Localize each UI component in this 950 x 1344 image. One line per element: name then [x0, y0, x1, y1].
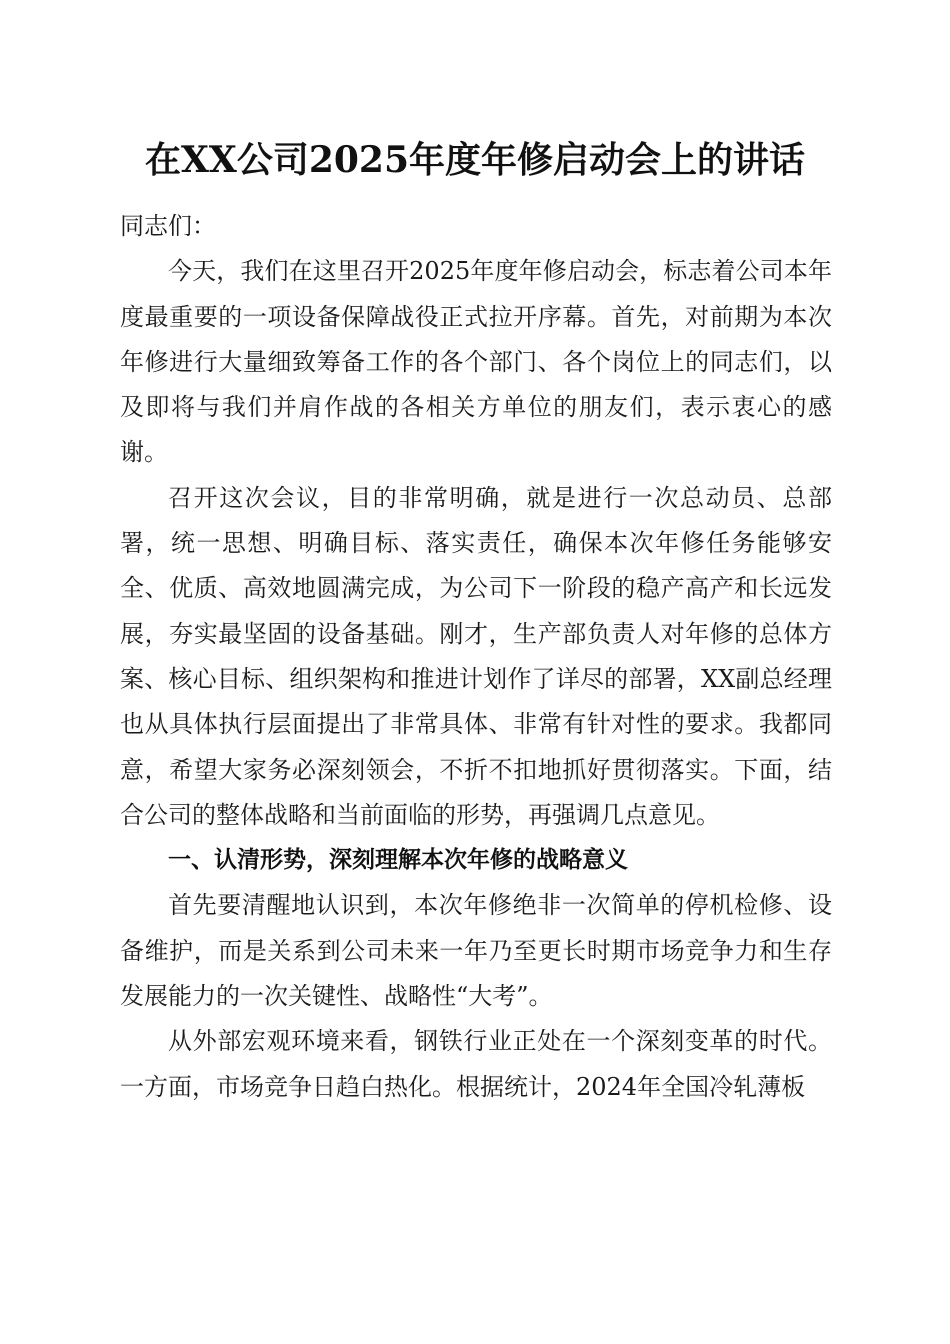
document-body [120, 204, 832, 1110]
section-heading: 一、认清形势，深刻理解本次年修的战略意义 [168, 847, 628, 874]
paragraph: 召开这次会议，目的非常明确，就是进行一次总动员、总部署，统一思想、明确目标、落实责任，确保本次年修任务能够安全、优质、高效地圆满完成，为公司下一阶段的稳产高产和长远发展，夯实最坚固的设备基础。刚才，生产部负责人对年修的总体方案、核心目标、组织架构和推进计划作了详尽的部署，XX副总经理也从具体执行层面提出了非常具体、非常有针对性的要求。我都同意，希望大家务必深刻领会，不折不扣地抓好贯彻落实。下面，结合公司的整体战略和当前面临的形势，再强调几点意见。 [120, 483, 832, 829]
paragraph: 今天，我们在这里召开2025年度年修启动会，标志着公司本年度最重要的一项设备保障战役正式拉开序幕。首先，对前期为本次年修进行大量细致筹备工作的各个部门、各个岗位上的同志们，以及即将与我们并肩作战的各相关方单位的朋友们，表示衷心的感谢。 [120, 257, 832, 467]
document-title: 在XX公司2025年度年修启动会上的讲话 [144, 139, 806, 181]
paragraph: 从外部宏观环境来看，钢铁行业正处在一个深刻变革的时代。一方面，市场竞争日趋白热化。根据统计，2024年全国冷轧薄板 [120, 1027, 832, 1101]
paragraph: 首先要清醒地认识到，本次年修绝非一次简单的停机检修、设备维护，而是关系到公司未来一年乃至更长时期市场竞争力和生存发展能力的一次关键性、战略性“大考”。 [120, 891, 832, 1011]
salutation: 同志们： [120, 212, 216, 240]
